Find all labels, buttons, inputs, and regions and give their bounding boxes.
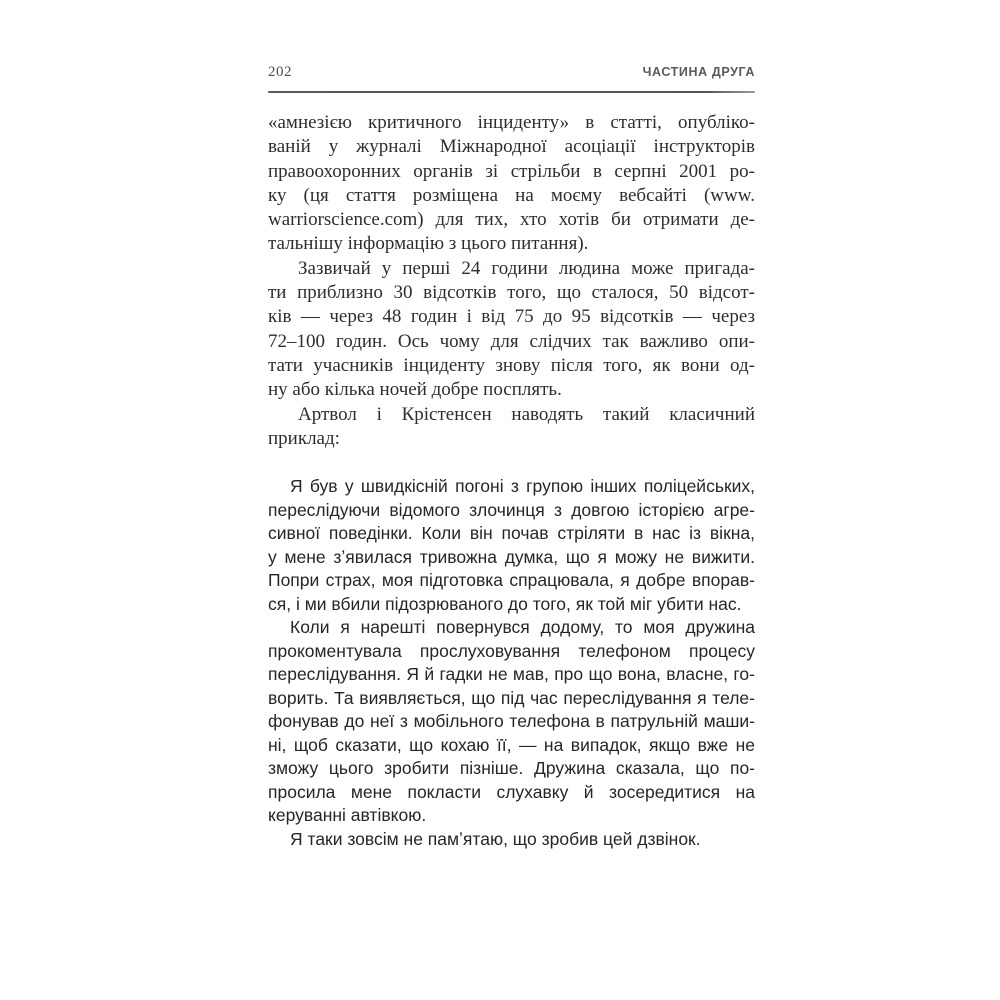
text-line: зможу цього зробити пізніше. Дружина сказала, що по-: [268, 758, 755, 779]
text-line: Артвол і Крістенсен наводять такий класичний: [298, 403, 755, 425]
text-line: у мене зʼявилася тривожна думка, що я можу не вижити.: [268, 546, 755, 567]
text-line: Я таки зовсім не памʼятаю, що зробив цей дзвінок.: [290, 828, 701, 849]
text-line: фонував до неї з мобільного телефона в патрульній маши-: [268, 711, 755, 732]
page-header: [268, 64, 755, 81]
text-line: Я був у швидкісній погоні з групою інших поліцейських,: [290, 476, 755, 497]
text-line: керуванні автівкою.: [268, 805, 427, 826]
text-line: 72–100 годин. Ось чому для слідчих так важливо опи-: [268, 330, 755, 352]
text-line: ні, щоб сказати, що кохаю її, — на випадок, якщо вже не: [268, 734, 755, 755]
text-line: ків — через 48 годин і від 75 до 95 відсотків — через: [268, 306, 755, 328]
page-number: 202: [268, 64, 292, 80]
text-line: ворить. Та виявляється, що під час переслідування я теле-: [268, 687, 755, 708]
text-line: тати учасників інциденту знову після того, як вони од-: [268, 354, 755, 376]
header-rule: [268, 91, 755, 93]
paragraph: [268, 111, 755, 257]
running-head: ЧАСТИНА ДРУГА: [642, 65, 755, 79]
paragraph: [268, 828, 755, 852]
text-line: переслідуючи відомого злочинця з довгою історією агре-: [268, 499, 755, 520]
text-line: ну або кілька ночей добре посплять.: [268, 379, 562, 401]
text-line: Попри страх, моя підготовка спрацювала, я добре впорав-: [268, 570, 755, 591]
text-line: сивної поведінки. Коли він почав стріляти в нас із вікна,: [268, 523, 755, 544]
text-line: ти приблизно 30 відсотків того, що сталося, 50 відсот-: [268, 282, 755, 304]
text-line: прокоментувала прослуховування телефоном процесу: [268, 640, 755, 661]
text-line: тальнішу інформацію з цього питання).: [268, 233, 589, 255]
paragraph: [268, 616, 755, 828]
text-line: Коли я нарешті повернувся додому, то моя дружина: [290, 617, 755, 638]
text-line: приклад:: [268, 427, 340, 449]
text-line: переслідування. Я й гадки не мав, про що вона, власне, го-: [268, 664, 755, 685]
text-line: ся, і ми вбили підозрюваного до того, як той міг убити нас.: [268, 593, 742, 614]
text-line: ку (ця стаття розміщена на моєму вебсайті (www.: [268, 184, 755, 206]
text-line: Зазвичай у перші 24 години людина може пригада-: [298, 257, 755, 279]
text-line: ваній у журналі Міжнародної асоціації інструкторів: [268, 136, 755, 158]
paragraph: [268, 475, 755, 616]
text-line: warriorscience.com) для тих, хто хотів би отримати де-: [268, 209, 755, 231]
page-body: [268, 111, 755, 851]
text-line: просила мене покласти слухавку й зосередитися на: [268, 781, 755, 802]
text-line: правоохоронних органів зі стрільби в серпні 2001 ро-: [268, 160, 755, 182]
paragraph: [268, 403, 755, 452]
paragraph: [268, 257, 755, 403]
text-line: «амнезією критичного інциденту» в статті, опубліко-: [268, 112, 755, 133]
